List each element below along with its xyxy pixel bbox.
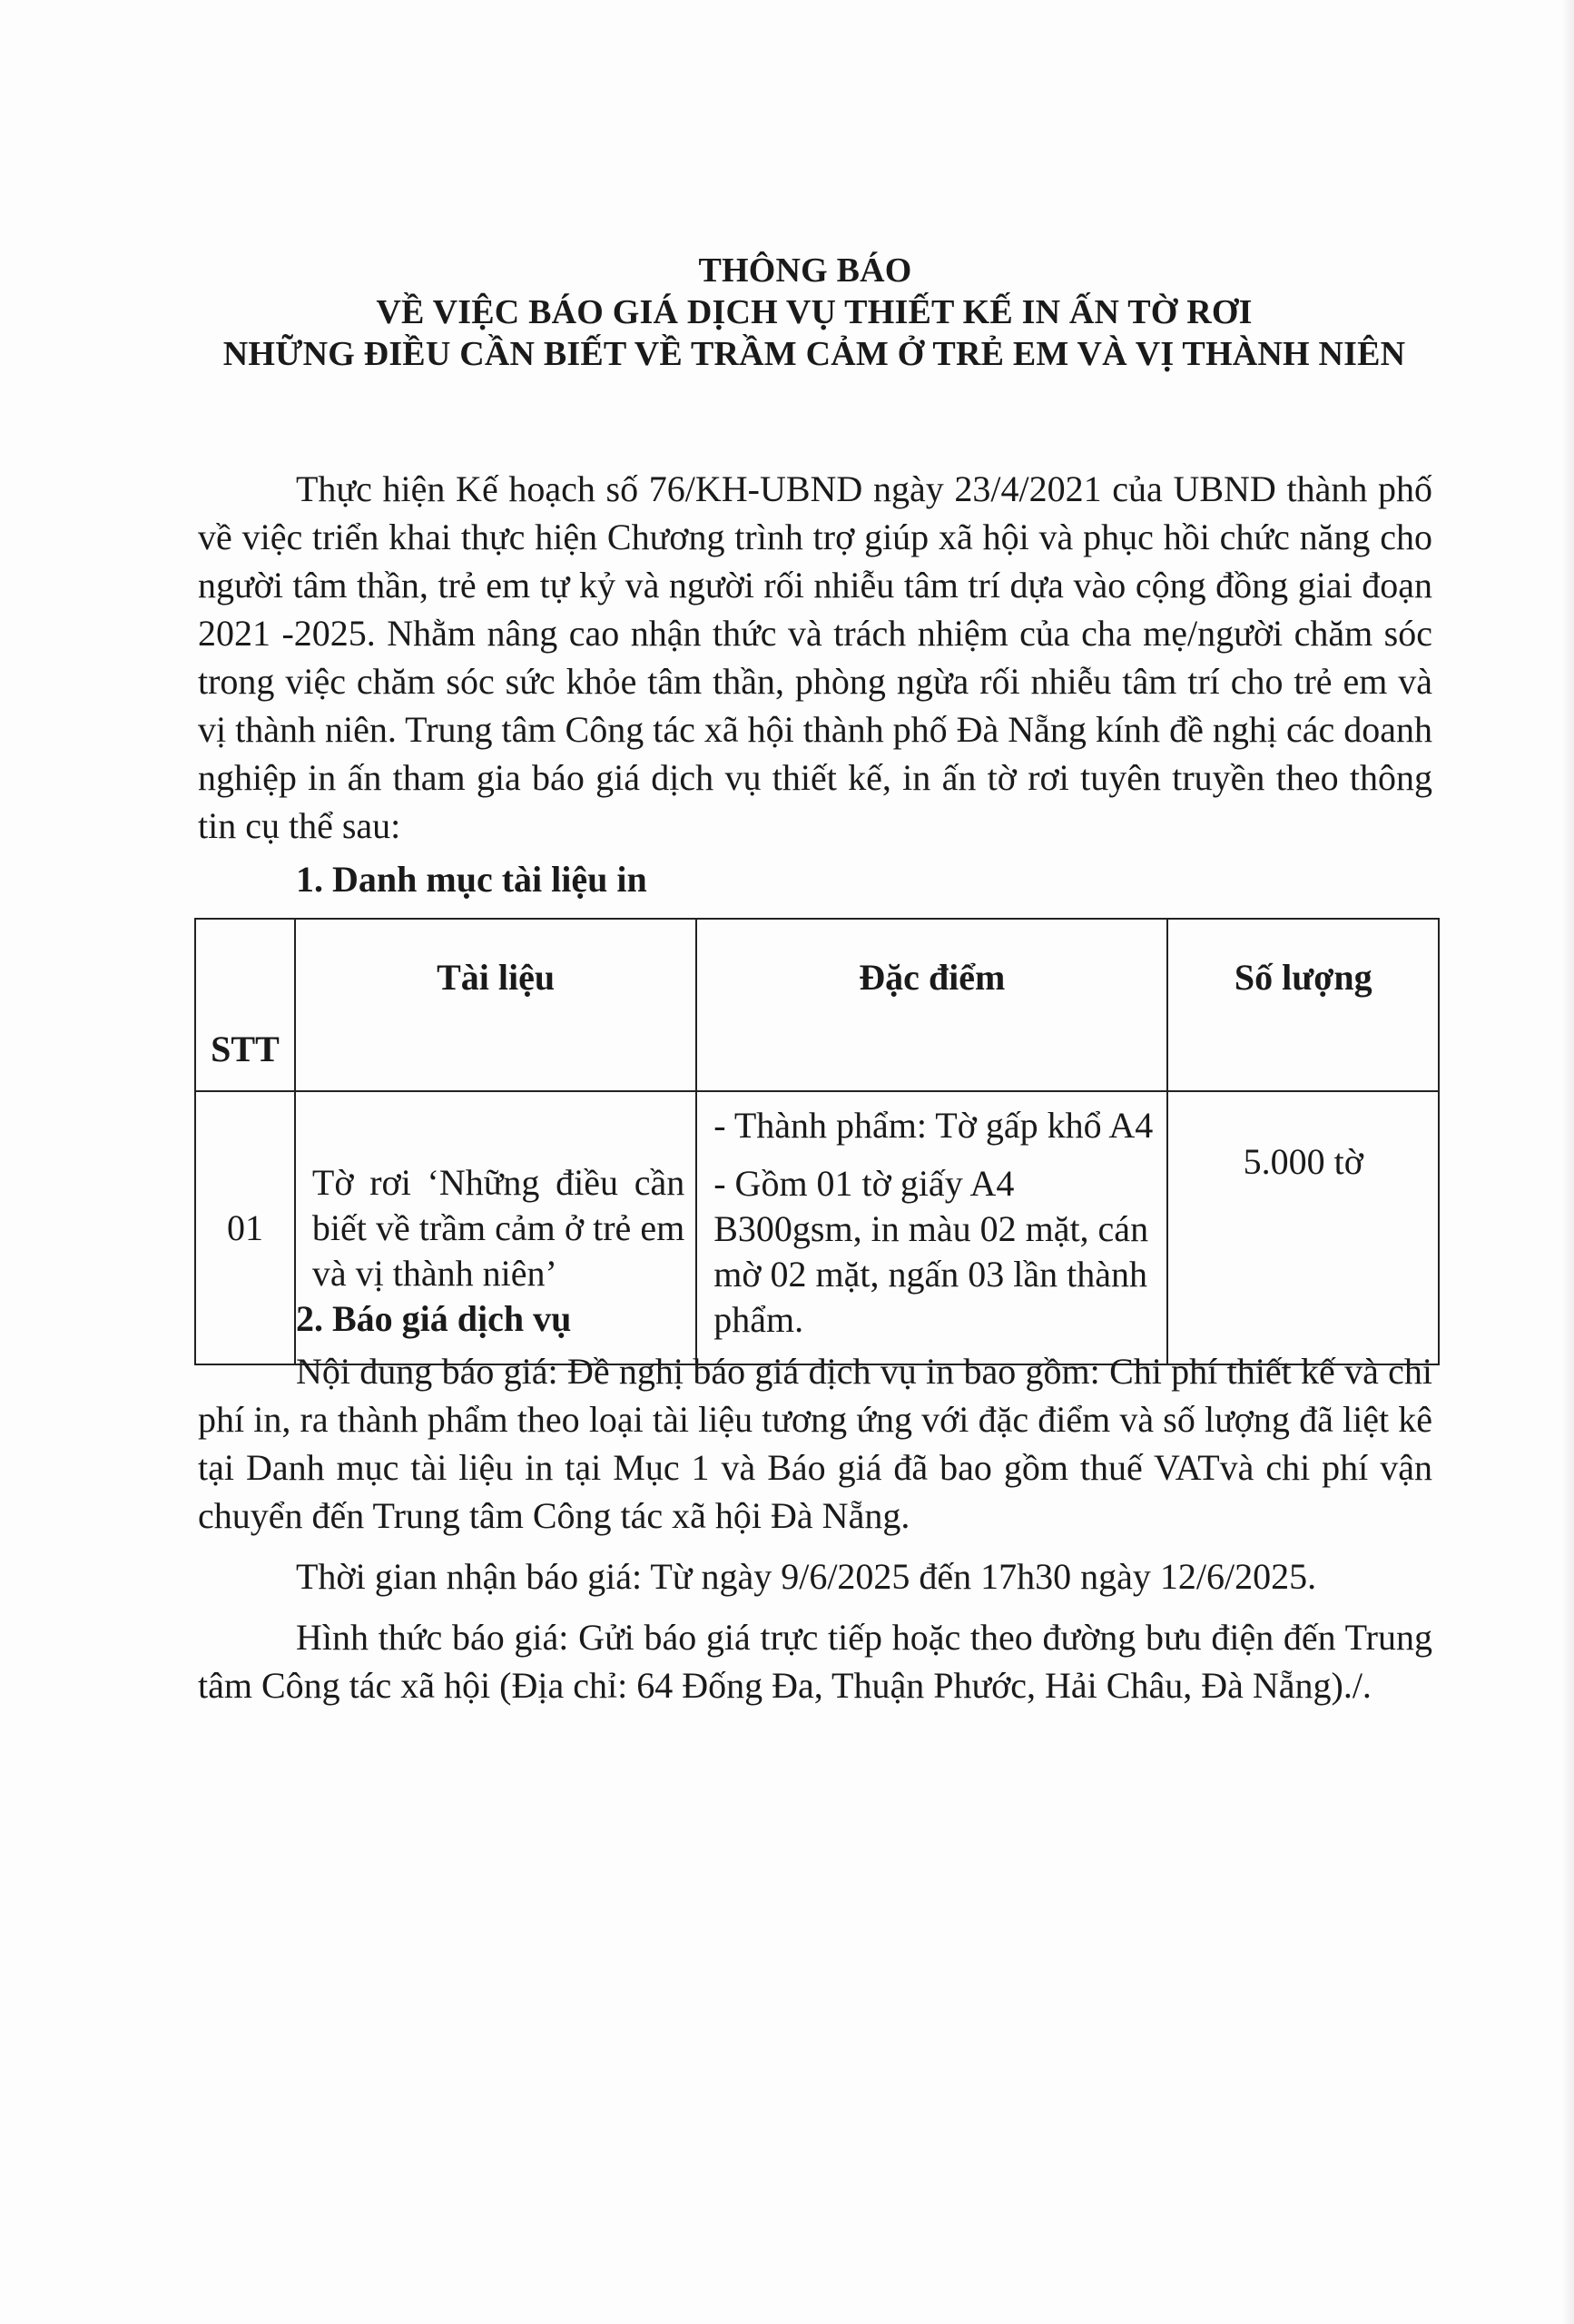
cell-quantity: 5.000 tờ — [1167, 1091, 1439, 1364]
section-2-body — [198, 1347, 1432, 1722]
intro-text: Thực hiện Kế hoạch số 76/KH-UBND ngày 23/4/2021 của UBND thành phố về việc triển khai thực hiện Chương trình trợ giúp xã hội và phục hồi chức năng cho người tâm thần, trẻ em tự kỷ và người rối nhiễu tâm trí dựa vào cộng đồng giai đoạn 2021 -2025. Nhằm nâng cao nhận thức và trách nhiệm của cha mẹ/người chăm sóc trong việc chăm sóc sức khỏe tâm thần, phòng ngừa rối nhiễu tâm trí cho trẻ em và vị thành niên. Trung tâm Công tác xã hội thành phố Đà Nẵng kính đề nghị các doanh nghiệp in ấn tham gia báo giá dịch vụ thiết kế, in ấn tờ rơi tuyên truyền theo thông tin cụ thể sau: — [198, 468, 1432, 846]
header-features: Đặc điểm — [696, 919, 1167, 1091]
title-line-3: NHỮNG ĐIỀU CẦN BIẾT VỀ TRẦM CẢM Ở TRẺ EM VÀ VỊ THÀNH NIÊN — [222, 335, 1406, 373]
document-title — [0, 250, 1574, 375]
header-document: Tài liệu — [295, 919, 696, 1091]
section-1-heading: 1. Danh mục tài liệu in — [296, 859, 647, 900]
intro-paragraph — [198, 465, 1432, 850]
quote-content-paragraph: Nội dung báo giá: Đề nghị báo giá dịch vụ in bao gồm: Chi phí thiết kế và chi phí in, ra thành phẩm theo loại tài liệu tương ứng với đặc điểm và số lượng đã liệt kê tại Danh mục tài liệu in tại Mục 1 và Báo giá đã bao gồm thuế VATvà chi phí vận chuyển đến Trung tâm Công tác xã hội Đà Nẵng. — [198, 1351, 1432, 1536]
section-2-heading: 2. Báo giá dịch vụ — [296, 1298, 572, 1339]
feature-line-1: - Thành phẩm: Tờ gấp khổ A4 — [713, 1105, 1154, 1146]
header-stt: STT — [195, 919, 295, 1091]
title-line-2: VỀ VIỆC BÁO GIÁ DỊCH VỤ THIẾT KẾ IN ẤN TỜ RƠI — [376, 293, 1253, 331]
cell-document: Tờ rơi ‘Những điều cần biết về trầm cảm ở trẻ em và vị thành niên’ — [295, 1091, 696, 1364]
cell-features — [696, 1091, 1167, 1364]
table-header-row — [195, 919, 1439, 1091]
feature-line-2: - Gồm 01 tờ giấy A4 B300gsm, in màu 02 mặt, cán mờ 02 mặt, ngấn 03 lần thành phẩm. — [713, 1163, 1149, 1340]
quote-time-paragraph: Thời gian nhận báo giá: Từ ngày 9/6/2025 đến 17h30 ngày 12/6/2025. — [296, 1556, 1317, 1597]
cell-stt: 01 — [195, 1091, 295, 1364]
header-quantity: Số lượng — [1167, 919, 1439, 1091]
title-line-1: THÔNG BÁO — [698, 251, 912, 290]
quote-method-paragraph: Hình thức báo giá: Gửi báo giá trực tiếp hoặc theo đường bưu điện đến Trung tâm Công tác xã hội (Địa chỉ: 64 Đống Đa, Thuận Phước, Hải Châu, Đà Nẵng)./. — [198, 1617, 1432, 1706]
